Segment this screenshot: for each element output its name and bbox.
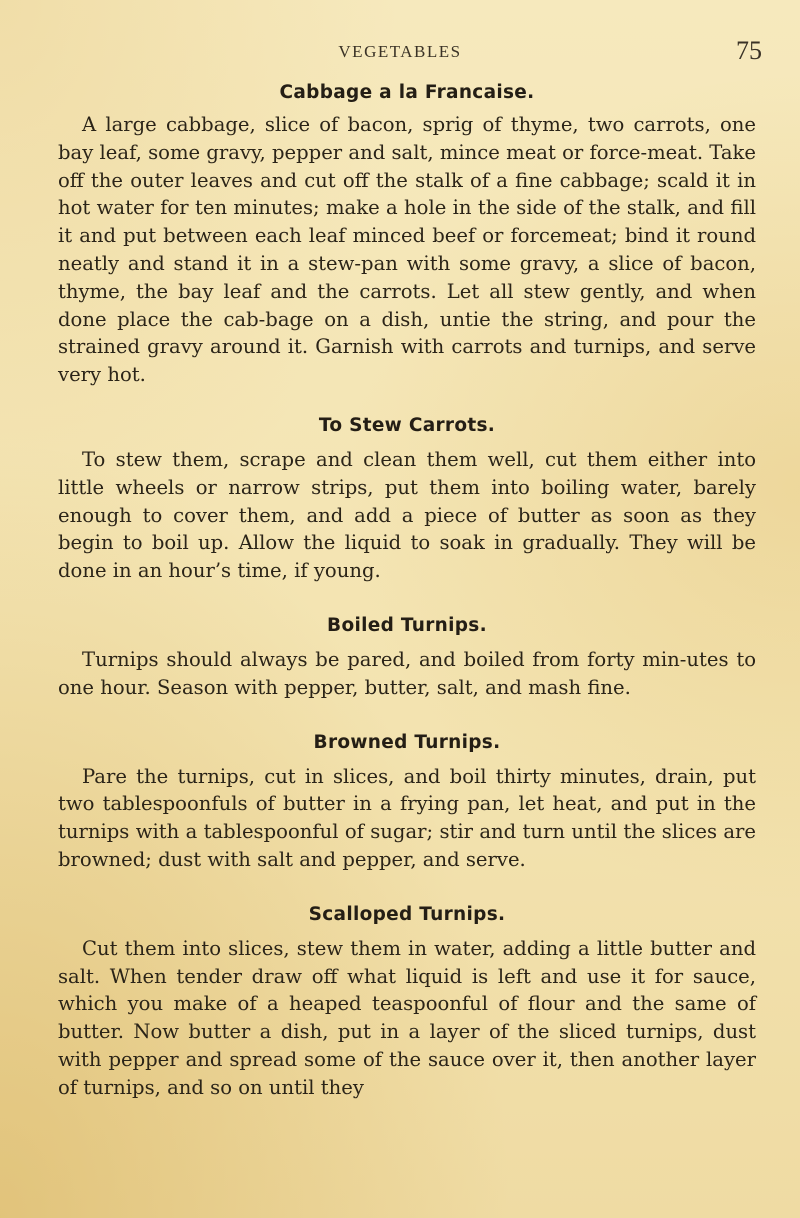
recipe-browned-turnips xyxy=(58,732,756,874)
recipe-body: Cut them into slices, stew them in water, adding a little butter and salt. When tender draw off what liquid is left and use it for sauce, which you make of a heaped teaspoonful of flour and the same of butter. Now butter a dish, put in a layer of the sliced turnips, dust with pepper and spread some of the sauce over it, then another layer of turnips, and so on until they xyxy=(58,936,756,1099)
recipe-title: Boiled Turnips. xyxy=(327,614,487,636)
recipe-cabbage-a-la-francaise xyxy=(58,82,756,389)
recipe-boiled-turnips xyxy=(58,615,756,702)
page-content xyxy=(58,82,756,1102)
running-head xyxy=(0,38,800,68)
recipe-body: A large cabbage, slice of bacon, sprig of thyme, two carrots, one bay leaf, some gravy, pepper and salt, mince meat or force-meat. Take off the outer leaves and cut off the stalk of a fine cabbage; scald it in hot water for ten minutes; make a hole in the side of the stalk, and fill it and put between each leaf minced beef or forcemeat; bind it round neatly and stand it in a stew-pan with some gravy, a slice of bacon, thyme, the bay leaf and the carrots. Let all stew gently, and when done place the cab-bage on a dish, untie the string, and pour the strained gravy around it. Garnish with carrots and turnips, and serve very hot. xyxy=(58,113,756,387)
recipe-body: To stew them, scrape and clean them well, cut them either into little wheels or narrow strips, put them into boiling water, barely enough to cover them, and add a piece of butter as soon as they begin to boil up. Allow the liquid to soak in gradually. They will be done in an hour’s time, if young. xyxy=(58,447,756,583)
recipe-body: Turnips should always be pared, and boiled from forty min-utes to one hour. Season with pepper, butter, salt, and mash fine. xyxy=(58,647,756,699)
recipe-title: Browned Turnips. xyxy=(313,731,501,753)
page-number: 75 xyxy=(736,36,762,65)
running-title: VEGETABLES xyxy=(338,42,462,61)
recipe-title: To Stew Carrots. xyxy=(318,414,496,436)
recipe-title: Scalloped Turnips. xyxy=(308,903,506,925)
recipe-to-stew-carrots xyxy=(58,415,756,585)
recipe-title: Cabbage a la Francaise. xyxy=(279,82,535,103)
recipe-scalloped-turnips xyxy=(58,904,756,1102)
recipe-body: Pare the turnips, cut in slices, and boil thirty minutes, drain, put two tablespoonfuls of butter in a frying pan, let heat, and put in the turnips with a tablespoonful of sugar; stir and turn until the slices are browned; dust with salt and pepper, and serve. xyxy=(58,764,756,871)
